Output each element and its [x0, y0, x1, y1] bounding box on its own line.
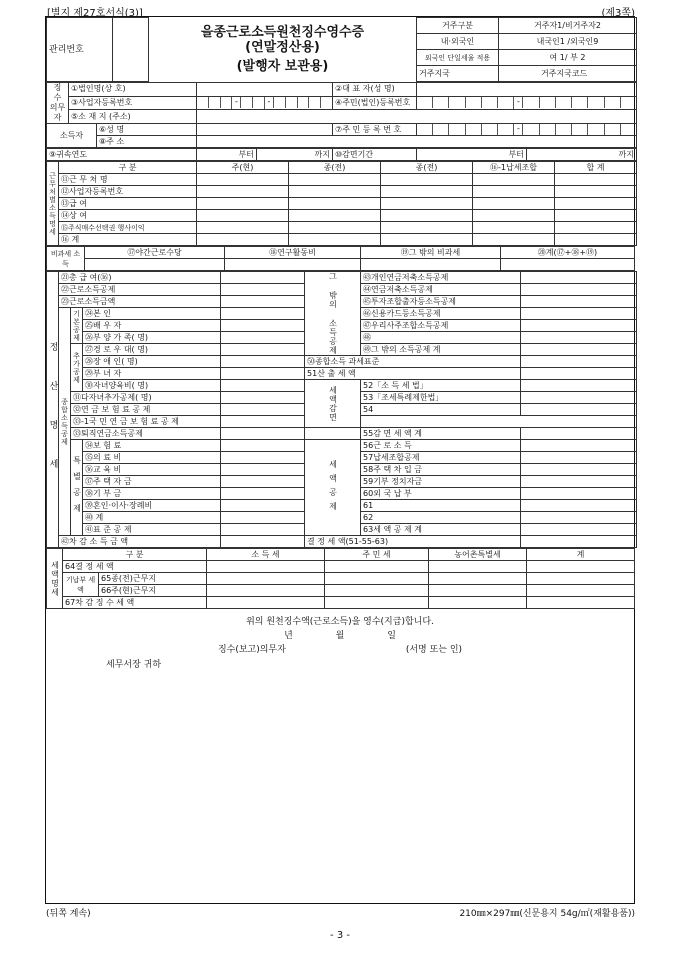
date-line: 년 월 일: [284, 631, 396, 641]
title-block: [46, 17, 637, 82]
corp-resno-field[interactable]: -: [417, 96, 637, 110]
credit-row: 57납세조합공제: [361, 452, 521, 464]
wp-cell[interactable]: [555, 198, 637, 210]
exempt-to: 까지: [527, 149, 637, 161]
earner-resno-field[interactable]: -: [417, 124, 637, 136]
flat-rate-label: 외국인 단일세율 적용: [417, 50, 499, 66]
receipt-statement: 위의 원천징수액(근로소득)을 영수(지급)합니다.: [246, 617, 434, 627]
wp-cell[interactable]: [289, 234, 381, 246]
nontax-h1: ⑰야간근로수당: [85, 247, 225, 259]
special-row: ㊳기 부 금: [83, 488, 221, 500]
tax-cur: 66주(현)근무지: [99, 585, 207, 597]
wp-cell[interactable]: [381, 234, 473, 246]
earner-name-field[interactable]: [197, 124, 333, 136]
add-row: ㉘장 애 인( 명): [83, 356, 221, 368]
nontax-table: [46, 246, 635, 271]
s-cell[interactable]: [521, 524, 637, 536]
earner-address-field[interactable]: [197, 136, 637, 148]
special-row: ㊴혼인·이사·장례비: [83, 500, 221, 512]
nontax-cell[interactable]: [225, 259, 361, 271]
credit-row: 63세 액 공 제 계: [361, 524, 521, 536]
t-cell[interactable]: [527, 597, 635, 609]
payer-group-label: 징 수 의무자: [47, 83, 69, 124]
s-row33: ㉝-1국 민 연 금 보 험 료 공 제: [71, 416, 221, 428]
s-row64: 결 정 세 액(51-55-63): [305, 536, 521, 548]
tax-diff: 67차 감 징 수 세 액: [63, 597, 207, 609]
wp-cell[interactable]: [197, 210, 289, 222]
continued-note: (뒤쪽 계속): [46, 909, 91, 919]
wp-h-div: 구 분: [59, 162, 197, 174]
form-code: [별지 제27호서식(3)]: [47, 8, 143, 19]
s-cell[interactable]: [521, 440, 637, 452]
t-cell[interactable]: [429, 597, 527, 609]
s-cell[interactable]: [521, 356, 637, 368]
nontax-cell[interactable]: [361, 259, 501, 271]
basic-row: ㉖부 양 가 족( 명): [83, 332, 221, 344]
tax-group: 세액명세: [47, 549, 63, 609]
wp-h-union: ⑯-1납세조합: [473, 162, 555, 174]
t-cell[interactable]: [207, 561, 325, 573]
wp-cell[interactable]: [473, 222, 555, 234]
t-cell[interactable]: [527, 573, 635, 585]
wp-cell[interactable]: [473, 174, 555, 186]
biz-reg-label: ③사업자등록번호: [69, 96, 197, 110]
s-cell[interactable]: [521, 308, 637, 320]
wp-h-prev1: 종(전): [289, 162, 381, 174]
wp-cell[interactable]: [381, 222, 473, 234]
s-cell[interactable]: [221, 296, 305, 308]
credit-row: 60외 국 납 부: [361, 488, 521, 500]
s-cell[interactable]: [521, 368, 637, 380]
biz-reg-field[interactable]: - -: [197, 96, 333, 110]
s-row22: ㉒근로소득공제: [59, 284, 221, 296]
tax-h-rural: 농어촌특별세: [429, 549, 527, 561]
s-cell[interactable]: [221, 500, 305, 512]
wp-row: ⑭상 여: [59, 210, 197, 222]
country-label: 거주지국: [417, 66, 499, 82]
wp-cell[interactable]: [289, 222, 381, 234]
s-cell[interactable]: [521, 404, 637, 416]
special-row: ㊶표 준 공 제: [83, 524, 221, 536]
credit-group: 세액공제: [305, 440, 361, 536]
s-cell[interactable]: [221, 392, 305, 404]
wp-cell[interactable]: [555, 234, 637, 246]
add-group: 추가공제: [71, 344, 83, 392]
wp-row: ⑬급 여: [59, 198, 197, 210]
reduce-group: 세액감면: [305, 380, 361, 428]
wp-h-total: 합 계: [555, 162, 637, 174]
t-cell[interactable]: [325, 597, 429, 609]
form-copy-type: (발행자 보관용): [236, 59, 329, 74]
wp-cell[interactable]: [289, 198, 381, 210]
s-row31: ㉛다자녀추가공제( 명): [71, 392, 221, 404]
mgmt-no-field[interactable]: [113, 18, 149, 82]
s-cell[interactable]: [221, 284, 305, 296]
wp-cell[interactable]: [197, 234, 289, 246]
other-row: ㊸개인연금저축소득공제: [361, 272, 521, 284]
corp-resno-label: ④주민(법인)등록번호: [333, 96, 417, 110]
basic-row: ㉕배 우 자: [83, 320, 221, 332]
signature-block: [46, 615, 634, 673]
wp-cell[interactable]: [473, 198, 555, 210]
form-title: 을종근로소득원천징수영수증: [200, 25, 365, 40]
nationality-label: 내·외국인: [417, 34, 499, 50]
reduce-row: 53「조세특례제한법」: [361, 392, 521, 404]
t-cell[interactable]: [429, 585, 527, 597]
flat-rate-value[interactable]: 여 1/ 부 2: [499, 50, 637, 66]
s-cell[interactable]: [221, 452, 305, 464]
special-row: ㊱교 육 비: [83, 464, 221, 476]
tax-h-div: 구 분: [63, 549, 207, 561]
s-cell[interactable]: [521, 296, 637, 308]
wp-row: ⑪근 무 처 명: [59, 174, 197, 186]
address-field[interactable]: [197, 110, 637, 124]
address-label: ⑤소 재 지 (주소): [69, 110, 197, 124]
wp-cell[interactable]: [289, 210, 381, 222]
credit-row: 58주 택 차 입 금: [361, 464, 521, 476]
earner-name-label: ⑥성 명: [97, 124, 197, 136]
t-cell[interactable]: [207, 585, 325, 597]
s-cell[interactable]: [221, 332, 305, 344]
t-cell[interactable]: [527, 585, 635, 597]
form-subtitle: (연말정산용): [245, 40, 320, 55]
wp-cell[interactable]: [473, 210, 555, 222]
other-row: ㊽: [361, 332, 521, 344]
wp-cell[interactable]: [555, 222, 637, 234]
special-row: ㉞보 험 료: [83, 440, 221, 452]
s-cell[interactable]: [521, 428, 637, 440]
wp-cell[interactable]: [289, 174, 381, 186]
withholding-receipt-form: [45, 16, 635, 904]
earner-resno-label: ⑦주 민 등 록 번 호: [333, 124, 417, 136]
s-row23: ㉓근로소득금액: [59, 296, 221, 308]
tax-office-addressee: 세무서장 귀하: [106, 660, 162, 670]
other-row: ㊾그 밖의 소득공제 계: [361, 344, 521, 356]
corp-name-label: ①법인명(상 호): [69, 83, 197, 97]
corp-name-field[interactable]: [197, 83, 333, 97]
s-cell[interactable]: [221, 368, 305, 380]
wp-row: ⑯ 계: [59, 234, 197, 246]
mgmt-no-label: 관리번호: [47, 18, 113, 82]
s-cell[interactable]: [521, 392, 637, 404]
wp-h-prev2: 종(전): [381, 162, 473, 174]
tax-detail-table: [46, 548, 635, 609]
tax-h-local: 주 민 세: [325, 549, 429, 561]
s-row21: ㉑총 급 여(⑯): [59, 272, 221, 284]
wp-row: ⑫사업자등록번호: [59, 186, 197, 198]
wp-h-cur: 주(현): [197, 162, 289, 174]
t-cell[interactable]: [325, 573, 429, 585]
s-row42: ㊷차 감 소 득 금 액: [59, 536, 221, 548]
credit-row: 59기부 정치자금: [361, 476, 521, 488]
settle-group-label: 정 산 명 세: [47, 272, 59, 548]
wp-cell[interactable]: [197, 174, 289, 186]
s-cell[interactable]: [221, 512, 305, 524]
s-row33b: ㉝퇴직연금소득공제: [71, 428, 221, 440]
add-row: ㉙부 녀 자: [83, 368, 221, 380]
exempt-from: 부터: [417, 149, 527, 161]
s-cell[interactable]: [521, 380, 637, 392]
wp-row: ⑮주식매수선택권 행사이익: [59, 222, 197, 234]
s-cell[interactable]: [221, 356, 305, 368]
workplace-income-table: [46, 161, 637, 246]
s-cell[interactable]: [521, 512, 637, 524]
s-cell[interactable]: [221, 404, 305, 416]
basic-group: 기본공제: [72, 309, 81, 342]
s-cell[interactable]: [221, 320, 305, 332]
reduce-row: 52「소 득 세 법」: [361, 380, 521, 392]
nationality-value[interactable]: 내국인1 /외국인9: [499, 34, 637, 50]
tax-decided: 64결 정 세 액: [63, 561, 207, 573]
earner-group-label: 소득자: [47, 124, 97, 148]
settlement-table: [46, 271, 637, 548]
special-row: ㉟의 료 비: [83, 452, 221, 464]
s-cell[interactable]: [221, 524, 305, 536]
country-code-label: 거주지국코드: [541, 68, 588, 78]
add-row: ㉚자녀양육비( 명): [83, 380, 221, 392]
s-cell[interactable]: [521, 452, 637, 464]
nontax-h4: ⑳계(⑰+⑱+⑲): [501, 247, 635, 259]
s-cell[interactable]: [521, 272, 637, 284]
s-cell[interactable]: [521, 476, 637, 488]
s-cell[interactable]: [221, 476, 305, 488]
s-cell[interactable]: [521, 464, 637, 476]
country-code-field[interactable]: [499, 66, 637, 82]
special-row: ㊵ 계: [83, 512, 221, 524]
t-cell[interactable]: [527, 561, 635, 573]
basic-row: ㉔본 인: [83, 308, 221, 320]
nontax-label: 비과세 소 득: [47, 247, 85, 271]
wp-cell[interactable]: [381, 186, 473, 198]
paper-spec: 210㎜×297㎜(신문용지 54g/㎡(재활용품)): [459, 909, 635, 919]
nontax-h2: ⑱연구활동비: [225, 247, 361, 259]
s-cell[interactable]: [521, 284, 637, 296]
wp-cell[interactable]: [555, 186, 637, 198]
page-number: - 3 -: [330, 930, 350, 941]
earner-address-label: ⑧주 소: [97, 136, 197, 148]
tax-h-total: 계: [527, 549, 635, 561]
page-label: (제3쪽): [601, 8, 635, 19]
s-cell[interactable]: [221, 272, 305, 284]
wp-cell[interactable]: [381, 198, 473, 210]
s-cell[interactable]: [221, 308, 305, 320]
exempt-label: ⑩감면기간: [333, 149, 417, 161]
other-group: 그 밖의 소득공제: [305, 272, 361, 356]
s-cell[interactable]: [521, 344, 637, 356]
t-cell[interactable]: [207, 573, 325, 585]
other-row: ㊼우리사주조합소득공제: [361, 320, 521, 332]
payer-sign-label: 징수(보고)의무자: [217, 645, 286, 655]
t-cell[interactable]: [325, 561, 429, 573]
comp-group: 종합소득공제: [59, 308, 71, 536]
s-cell[interactable]: [221, 440, 305, 452]
t-cell[interactable]: [325, 585, 429, 597]
year-to: 까지: [257, 149, 333, 161]
special-row: ㊲주 택 자 금: [83, 476, 221, 488]
other-row: ㊺투자조합출자등소득공제: [361, 296, 521, 308]
wp-cell[interactable]: [197, 198, 289, 210]
wp-cell[interactable]: [473, 234, 555, 246]
s-row50: ㊿종합소득 과세표준: [305, 356, 521, 368]
credit-row: 61: [361, 500, 521, 512]
s-cell[interactable]: [521, 536, 637, 548]
other-row: ㊹연금저축소득공제: [361, 284, 521, 296]
tax-prev: 65종(전)근무지: [99, 573, 207, 585]
residency-label: 거주구분: [417, 18, 499, 34]
s-cell[interactable]: [221, 416, 305, 428]
s-row51: 51산 출 세 액: [305, 368, 521, 380]
reduce-row: 54: [361, 404, 521, 416]
s-cell[interactable]: [521, 332, 637, 344]
year-from: 부터: [197, 149, 257, 161]
residency-value[interactable]: 거주자1/비거주자2: [499, 18, 637, 34]
s-cell[interactable]: [221, 380, 305, 392]
s-cell[interactable]: [521, 320, 637, 332]
t-cell[interactable]: [429, 573, 527, 585]
wp-cell[interactable]: [289, 186, 381, 198]
s-cell[interactable]: [221, 464, 305, 476]
wp-cell[interactable]: [381, 174, 473, 186]
s-cell[interactable]: [521, 500, 637, 512]
nontax-cell[interactable]: [501, 259, 635, 271]
s-row32: ㉜연 금 보 험 료 공 제: [71, 404, 221, 416]
other-row: ㊻신용카드등소득공제: [361, 308, 521, 320]
s-cell[interactable]: [521, 488, 637, 500]
add-row: ㉗경 로 우 대( 명): [83, 344, 221, 356]
wp-cell[interactable]: [381, 210, 473, 222]
period-row: [46, 148, 637, 161]
s-cell[interactable]: [221, 344, 305, 356]
special-group: 특별공제: [71, 440, 83, 536]
year-label: ⑨귀속연도: [47, 149, 197, 161]
s-cell[interactable]: [221, 488, 305, 500]
paid-group: 기납부 세 액: [63, 573, 99, 597]
nontax-h3: ⑲그 밖의 비과세: [361, 247, 501, 259]
workplace-group-label: 근무처별소득명세: [47, 162, 59, 246]
credit-row: 62: [361, 512, 521, 524]
s-cell[interactable]: [221, 428, 305, 440]
payer-earner-block: [46, 82, 637, 148]
tax-h-income: 소 득 세: [207, 549, 325, 561]
credit-row: 56근 로 소 득: [361, 440, 521, 452]
wp-cell[interactable]: [197, 186, 289, 198]
wp-cell[interactable]: [473, 186, 555, 198]
sign-mark[interactable]: (서명 또는 인): [405, 645, 463, 655]
nontax-cell[interactable]: [85, 259, 225, 271]
representative-field[interactable]: [417, 83, 637, 97]
representative-label: ②대 표 자(성 명): [333, 83, 417, 97]
wp-cell[interactable]: [555, 210, 637, 222]
s-cell[interactable]: [221, 536, 305, 548]
reduce-row: 55감 면 세 액 계: [361, 428, 521, 440]
t-cell[interactable]: [429, 561, 527, 573]
wp-cell[interactable]: [197, 222, 289, 234]
t-cell[interactable]: [207, 597, 325, 609]
wp-cell[interactable]: [555, 174, 637, 186]
